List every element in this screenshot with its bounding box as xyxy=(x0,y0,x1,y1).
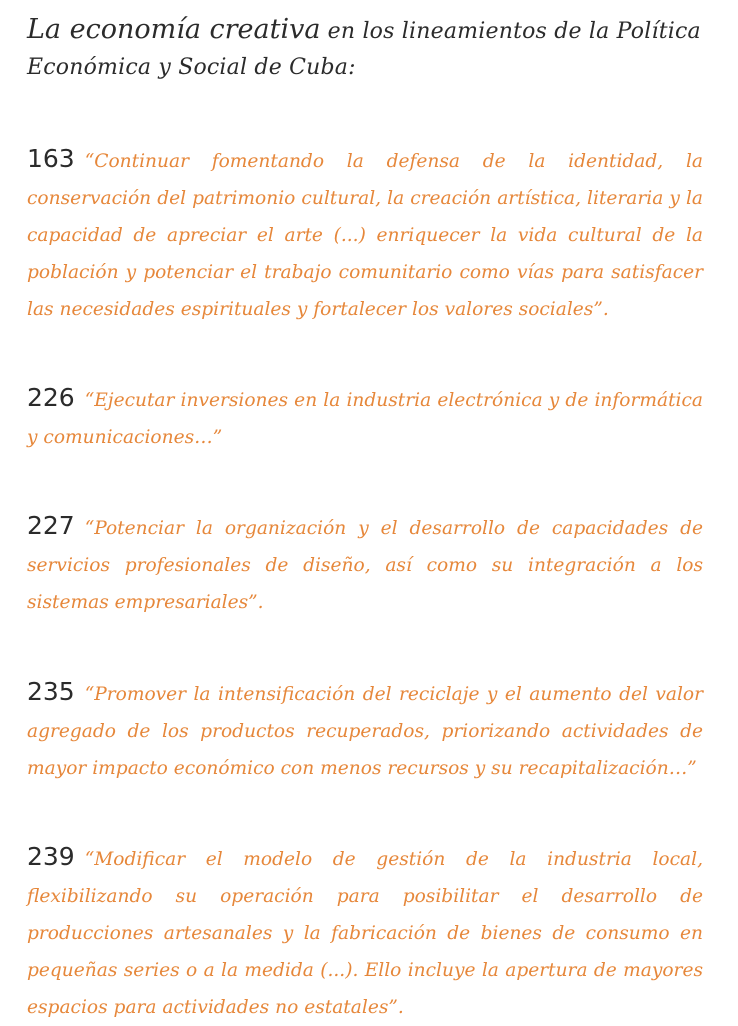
heading-lead: La economía creativa xyxy=(27,14,321,45)
guideline-227 xyxy=(27,507,703,621)
guideline-number: 239 xyxy=(27,842,75,871)
guideline-quote: “Modificar el modelo de gestión de la industria local, flexibilizando su operación para posibilitar el desarrollo de producciones artesanales y la fabricación de bienes de consumo en pequeñas series o a la medida (...). Ello incluye la apertura de mayores espacios para actividades no estatales”. xyxy=(27,849,703,1018)
guideline-239 xyxy=(27,838,703,1026)
guideline-235 xyxy=(27,673,703,787)
guideline-quote: “Potenciar la organización y el desarrollo de capacidades de servicios profesionales de diseño, así como su integración a los sistemas empresariales”. xyxy=(27,518,703,613)
guideline-quote: “Ejecutar inversiones en la industria electrónica y de informática y comunicaciones…” xyxy=(27,390,703,448)
guideline-quote: “Continuar fomentando la defensa de la identidad, la conservación del patrimonio cultural, la creación artística, literaria y la capacidad de apreciar el arte (...) enriquecer la vida cultural de la población y potenciar el trabajo comunitario como vías para satisfacer las necesidades espirituales y fortalecer los valores sociales”. xyxy=(27,151,703,320)
guideline-quote: “Promover la intensificación del reciclaje y el aumento del valor agregado de los productos recuperados, priorizando actividades de mayor impacto económico con menos recursos y su recapitalización…” xyxy=(27,684,703,779)
guideline-number: 235 xyxy=(27,677,75,706)
guideline-number: 226 xyxy=(27,383,75,412)
guideline-number: 163 xyxy=(27,144,75,173)
heading-rest: en los lineamientos de la Política Económica y Social de Cuba: xyxy=(27,19,701,80)
guideline-163 xyxy=(27,140,703,328)
page-heading xyxy=(27,12,717,86)
guideline-number: 227 xyxy=(27,511,75,540)
guideline-226 xyxy=(27,379,703,456)
